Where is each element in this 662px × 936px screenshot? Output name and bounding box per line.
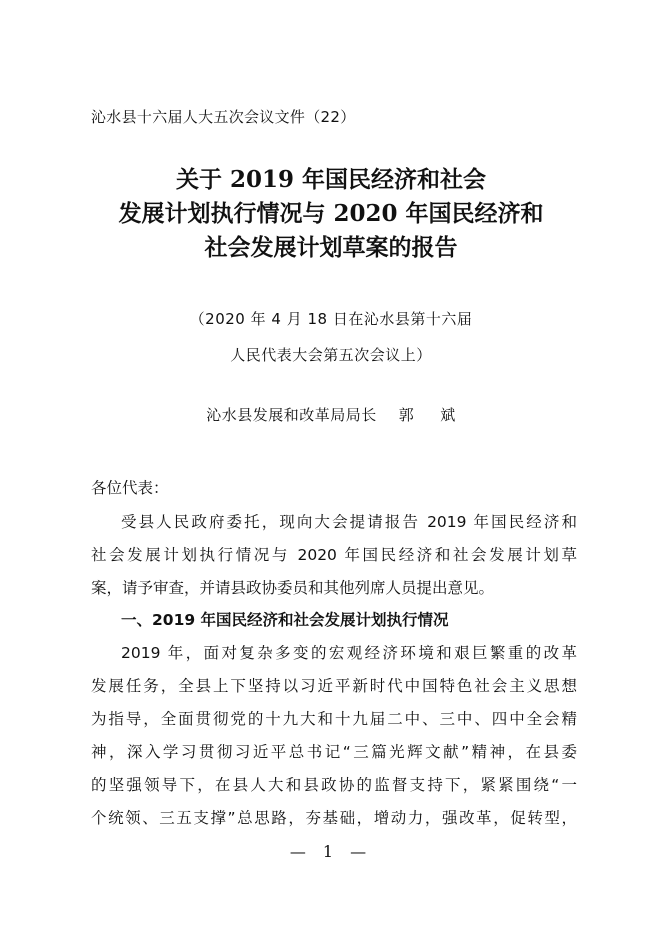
report-title-line-1: 关于 2019 年国民经济和社会	[175, 166, 487, 193]
meeting-info-line-1: （2020 年 4 月 18 日在沁水县第十六届	[189, 310, 473, 328]
author-name	[399, 406, 456, 424]
author-line	[0, 404, 662, 425]
paragraph-2-line-3: 为指导，全面贯彻党的十九大和十九届二中、三中、四中全会精	[91, 710, 577, 728]
paragraph-2-line-5: 的坚强领导下，在县人大和县政协的监督支持下，紧紧围绕“一	[91, 776, 577, 794]
report-title-line-3: 社会发展计划草案的报告	[204, 234, 458, 261]
paragraph-1-line-2: 社会发展计划执行情况与 2020 年国民经济和社会发展计划草	[91, 546, 577, 564]
paragraph-2-line-2: 发展任务，全县上下坚持以习近平新时代中国特色社会主义思想	[91, 677, 577, 695]
document-header: 沁水县十六届人大五次会议文件（22）	[91, 108, 356, 126]
author-name-char-2: 斌	[440, 406, 456, 424]
section-1-heading: 一、2019 年国民经济和社会发展计划执行情况	[121, 611, 449, 629]
author-name-char-1: 郭	[398, 406, 415, 424]
meeting-info-line-2: 人民代表大会第五次会议上）	[230, 346, 432, 364]
paragraph-1-line-3: 案，请予审查，并请县政协委员和其他列席人员提出意见。	[91, 579, 495, 597]
author-position: 沁水县发展和改革局局长	[206, 406, 377, 424]
paragraph-2-line-6: 个统领、三五支撑”总思路，夯基础，增动力，强改革，促转型，	[91, 809, 577, 827]
page-number: — 1 —	[289, 842, 373, 861]
report-title-line-2: 发展计划执行情况与 2020 年国民经济和	[118, 200, 544, 227]
paragraph-2-line-4: 神，深入学习贯彻习近平总书记“三篇光辉文献”精神，在县委	[91, 743, 577, 761]
paragraph-1-line-1: 受县人民政府委托，现向大会提请报告 2019 年国民经济和	[121, 513, 577, 531]
salutation: 各位代表：	[91, 479, 169, 497]
paragraph-2-line-1: 2019 年，面对复杂多变的宏观经济环境和艰巨繁重的改革	[121, 644, 577, 662]
